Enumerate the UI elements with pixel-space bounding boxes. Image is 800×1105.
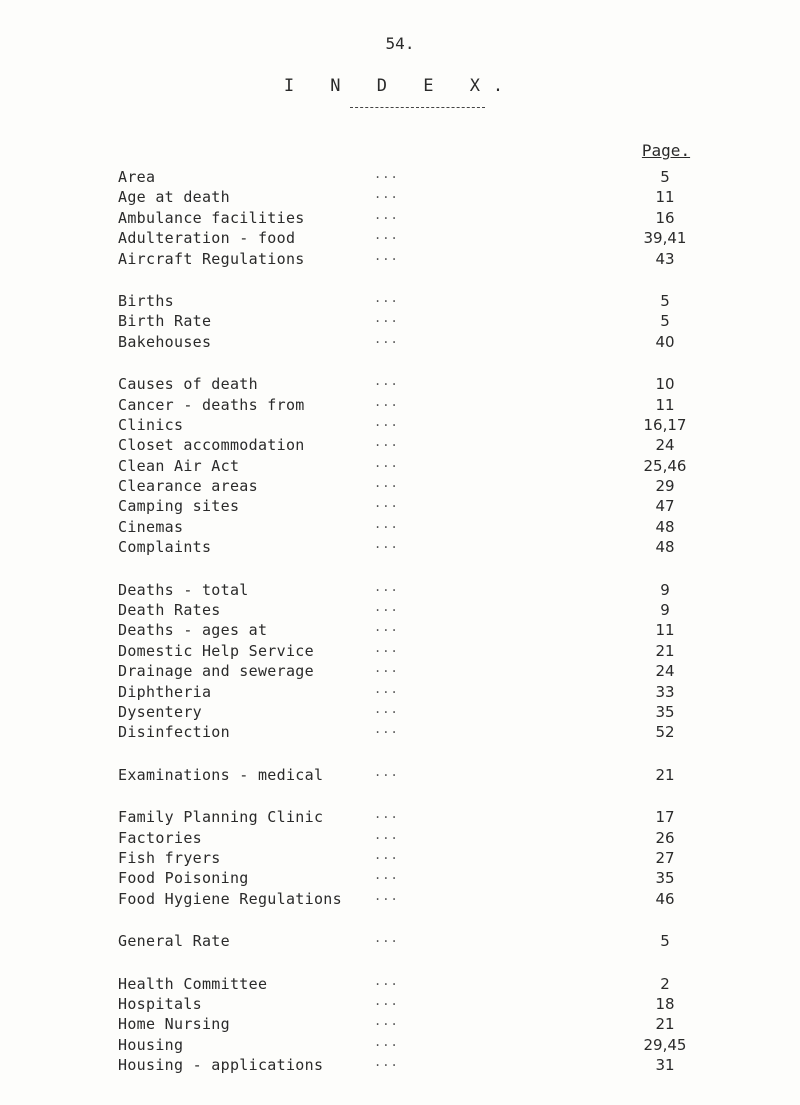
index-term: Bakehouses [118, 332, 212, 351]
leader-dots: ... [374, 207, 399, 222]
index-term: Food Poisoning [118, 869, 249, 888]
leader-dots: ... [374, 931, 399, 946]
index-entry [0, 477, 800, 497]
index-term: Health Committee [118, 974, 268, 993]
leader-dots: ... [374, 681, 399, 696]
index-entry [0, 168, 800, 188]
index-term: Deaths - total [118, 580, 249, 599]
index-entry [0, 849, 800, 869]
leader-dots: ... [374, 764, 399, 779]
index-entry [0, 662, 800, 682]
title-underline [350, 107, 485, 108]
index-group [0, 375, 800, 559]
page-reference: 5 [660, 932, 670, 951]
page-reference: 21 [655, 765, 675, 784]
page-reference: 29 [655, 477, 675, 496]
leader-dots: ... [374, 701, 399, 716]
page-reference: 48 [655, 538, 675, 557]
index-entry [0, 250, 800, 270]
leader-dots: ... [374, 496, 399, 511]
leader-dots: ... [374, 579, 399, 594]
index-entry [0, 518, 800, 538]
page-reference: 5 [660, 312, 670, 331]
page-reference: 26 [655, 828, 675, 847]
index-entry [0, 890, 800, 910]
index-entry [0, 209, 800, 229]
leader-dots: ... [374, 1055, 399, 1070]
page-reference: 39,41 [643, 229, 687, 248]
index-term: Examinations - medical [118, 765, 324, 784]
index-term: Deaths - ages at [118, 621, 268, 640]
leader-dots: ... [374, 620, 399, 635]
page-reference: 17 [655, 808, 675, 827]
index-entry [0, 457, 800, 477]
leader-dots: ... [374, 435, 399, 450]
page-reference: 21 [655, 1015, 675, 1034]
index-term: Factories [118, 828, 202, 847]
leader-dots: ... [374, 537, 399, 552]
page-reference: 16,17 [643, 415, 687, 434]
page-number: 54. [385, 34, 415, 53]
index-term: Diphtheria [118, 682, 212, 701]
index-entry [0, 703, 800, 723]
index-term: Ambulance facilities [118, 208, 305, 227]
index-term: Clean Air Act [118, 456, 240, 475]
leader-dots: ... [374, 722, 399, 737]
index-entry [0, 1036, 800, 1056]
page-reference: 5 [660, 168, 670, 186]
index-entry [0, 581, 800, 601]
leader-dots: ... [374, 1014, 399, 1029]
index-term: Dysentery [118, 702, 202, 721]
index-entry [0, 723, 800, 743]
index-entry [0, 396, 800, 416]
index-term: Fish fryers [118, 848, 221, 867]
leader-dots: ... [374, 807, 399, 822]
page-reference: 18 [655, 994, 675, 1013]
index-entry [0, 312, 800, 332]
index-term: Area [118, 168, 156, 186]
page-reference: 47 [655, 497, 675, 516]
index-group [0, 168, 800, 270]
index-term: Cancer - deaths from [118, 395, 305, 414]
index-group [0, 808, 800, 910]
leader-dots: ... [374, 455, 399, 470]
leader-dots: ... [374, 1034, 399, 1049]
index-group [0, 581, 800, 744]
page-reference: 29,45 [643, 1035, 687, 1054]
index-group [0, 292, 800, 353]
index-term: Cinemas [118, 517, 184, 536]
page-reference: 35 [655, 869, 675, 888]
index-term: Domestic Help Service [118, 641, 314, 660]
page-reference: 52 [655, 723, 675, 742]
page-reference: 10 [655, 375, 675, 394]
index-entry [0, 995, 800, 1015]
index-entry [0, 829, 800, 849]
page-reference: 24 [655, 436, 675, 455]
page-reference: 40 [655, 332, 675, 351]
leader-dots: ... [374, 640, 399, 655]
page-reference: 21 [655, 641, 675, 660]
page-column-header: Page. [641, 141, 691, 160]
index-group [0, 766, 800, 786]
index-entry [0, 436, 800, 456]
leader-dots: ... [374, 248, 399, 263]
index-term: Housing [118, 1035, 184, 1054]
page-reference: 27 [655, 848, 675, 867]
index-entry [0, 333, 800, 353]
index-entry [0, 766, 800, 786]
index-term: Hospitals [118, 994, 202, 1013]
page-reference: 25,46 [643, 456, 687, 475]
index-term: Closet accommodation [118, 436, 305, 455]
index-entry [0, 497, 800, 517]
index-term: Adulteration - food [118, 229, 296, 248]
index-term: Aircraft Regulations [118, 249, 305, 268]
index-entry [0, 188, 800, 208]
leader-dots: ... [374, 167, 399, 181]
index-title: I N D E X. [283, 76, 517, 96]
index-entry [0, 932, 800, 952]
index-term: Home Nursing [118, 1015, 230, 1034]
index-entry [0, 538, 800, 558]
index-term: Drainage and sewerage [118, 662, 314, 681]
index-term: Clinics [118, 415, 184, 434]
page-reference: 2 [660, 974, 670, 993]
leader-dots: ... [374, 311, 399, 326]
index-entry [0, 1015, 800, 1035]
index-entries [0, 168, 800, 1098]
index-term: Camping sites [118, 497, 240, 516]
page-reference: 48 [655, 517, 675, 536]
page-reference: 11 [655, 621, 675, 640]
leader-dots: ... [374, 394, 399, 409]
leader-dots: ... [374, 600, 399, 615]
leader-dots: ... [374, 661, 399, 676]
leader-dots: ... [374, 331, 399, 346]
page-reference: 24 [655, 662, 675, 681]
page-reference: 43 [655, 249, 675, 268]
leader-dots: ... [374, 847, 399, 862]
index-term: Housing - applications [118, 1056, 324, 1075]
page-reference: 9 [660, 580, 670, 599]
leader-dots: ... [374, 374, 399, 389]
leader-dots: ... [374, 228, 399, 243]
index-entry [0, 375, 800, 395]
index-term: Death Rates [118, 601, 221, 620]
leader-dots: ... [374, 290, 399, 305]
index-term: General Rate [118, 932, 230, 951]
index-entry [0, 292, 800, 312]
page-reference: 11 [655, 395, 675, 414]
page-reference: 5 [660, 291, 670, 310]
leader-dots: ... [374, 973, 399, 988]
index-group [0, 932, 800, 952]
index-entry [0, 621, 800, 641]
index-entry [0, 229, 800, 249]
index-term: Family Planning Clinic [118, 808, 324, 827]
index-entry [0, 416, 800, 436]
index-entry [0, 869, 800, 889]
page-reference: 31 [655, 1056, 675, 1075]
leader-dots: ... [374, 993, 399, 1008]
index-group [0, 975, 800, 1077]
index-term: Causes of death [118, 375, 258, 394]
index-term: Births [118, 291, 174, 310]
index-entry [0, 601, 800, 621]
index-term: Food Hygiene Regulations [118, 889, 342, 908]
index-term: Clearance areas [118, 477, 258, 496]
index-entry [0, 975, 800, 995]
page-reference: 16 [655, 208, 675, 227]
index-term: Complaints [118, 538, 212, 557]
page-reference: 33 [655, 682, 675, 701]
leader-dots: ... [374, 187, 399, 202]
page-reference: 35 [655, 702, 675, 721]
index-term: Age at death [118, 188, 230, 207]
page-reference: 46 [655, 889, 675, 908]
leader-dots: ... [374, 868, 399, 883]
index-entry [0, 808, 800, 828]
index-entry [0, 1056, 800, 1076]
index-entry [0, 642, 800, 662]
page-reference: 9 [660, 601, 670, 620]
leader-dots: ... [374, 516, 399, 531]
leader-dots: ... [374, 414, 399, 429]
leader-dots: ... [374, 476, 399, 491]
index-entry [0, 683, 800, 703]
index-term: Disinfection [118, 723, 230, 742]
index-term: Birth Rate [118, 312, 212, 331]
page-reference: 11 [655, 188, 675, 207]
leader-dots: ... [374, 827, 399, 842]
leader-dots: ... [374, 888, 399, 903]
